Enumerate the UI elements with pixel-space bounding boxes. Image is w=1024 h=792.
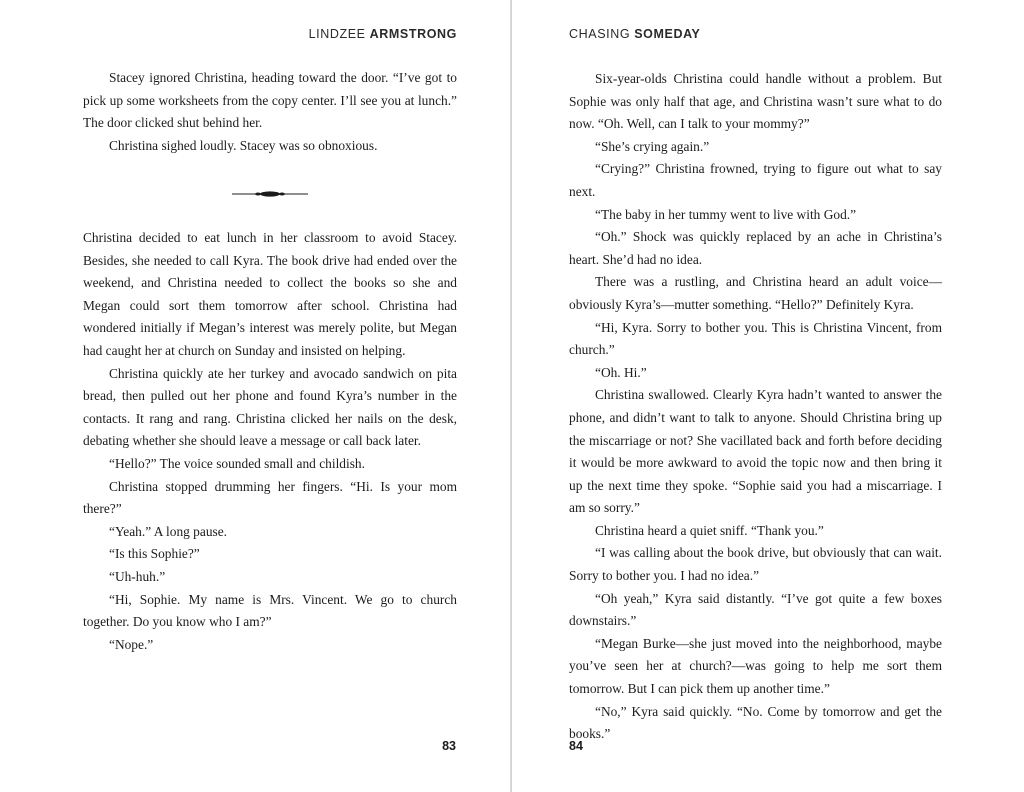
author-first-name: LINDZEE — [308, 27, 366, 41]
page-number: 84 — [569, 739, 583, 753]
paragraph: “She’s crying again.” — [595, 138, 710, 154]
paragraph: “I was calling about the book drive, but obviously that can wait. Sorry to bother you. I had no idea.” — [569, 545, 942, 584]
paragraph: Christina heard a quiet sniff. “Thank you.” — [595, 522, 824, 538]
paragraph: “Hi, Kyra. Sorry to bother you. This is Christina Vincent, from church.” — [569, 319, 942, 358]
paragraph: “Uh-huh.” — [109, 568, 166, 584]
section-break-ornament-icon — [232, 188, 308, 200]
paragraph: “Crying?” Christina frowned, trying to figure out what to say next. — [569, 161, 942, 199]
paragraph: “Hi, Sophie. My name is Mrs. Vincent. We go to church together. Do you know who I am?” — [83, 591, 457, 630]
right-text-block — [569, 68, 942, 746]
paragraph: Christina decided to eat lunch in her classroom to avoid Stacey. Besides, she needed to call Kyra. The book drive had ended over the weekend, and Christina needed to collect the books so she and Megan could sort them tomorrow after school. Christina had wondered initially if Megan’s interest was merely polite, but Megan had caught her at church on Sunday and insisted on helping. — [83, 230, 457, 358]
title-first-word: CHASING — [569, 27, 631, 41]
paragraph: Stacey ignored Christina, heading toward the door. “I’ve got to pick up some worksheets from the copy center. I’ll see you at lunch.” The door clicked shut behind her. — [83, 70, 457, 131]
left-text-block-2 — [83, 227, 457, 656]
paragraph: “No,” Kyra said quickly. “No. Come by tomorrow and get the books.” — [569, 703, 942, 742]
paragraph: “Megan Burke—she just moved into the neighborhood, maybe you’ve seen her at church?—was going to help me sort them tomorrow. But I can pick them up another time.” — [569, 635, 942, 697]
paragraph: “Yeah.” A long pause. — [109, 523, 228, 539]
paragraph: “Hello?” The voice sounded small and childish. — [109, 455, 365, 471]
paragraph: “Oh. Hi.” — [595, 364, 647, 380]
paragraph: Six-year-olds Christina could handle without a problem. But Sophie was only half that age, and Christina wasn’t sure what to do now. “Oh. Well, can I talk to your mommy?” — [569, 71, 942, 132]
author-last-name: ARMSTRONG — [369, 27, 457, 41]
title-running-head — [569, 27, 701, 41]
paragraph: Christina quickly ate her turkey and avocado sandwich on pita bread, then pulled out her phone and found Kyra’s number in the contacts. It rang and rang. Christina clicked her nails on the desk, debating whether she should leave a message or call back later. — [83, 365, 457, 449]
paragraph: “Nope.” — [109, 636, 154, 652]
paragraph: “The baby in her tummy went to live with God.” — [595, 206, 857, 222]
title-last-word: SOMEDAY — [634, 27, 701, 41]
paragraph: “Oh.” Shock was quickly replaced by an ache in Christina’s heart. She’d had no idea. — [569, 229, 942, 267]
paragraph: “Oh yeah,” Kyra said distantly. “I’ve got quite a few boxes downstairs.” — [569, 590, 942, 629]
left-text-block-1 — [83, 67, 457, 157]
page-number: 83 — [442, 739, 456, 753]
paragraph: Christina stopped drumming her fingers. “Hi. Is your mom there?” — [83, 478, 457, 517]
author-running-head — [309, 27, 457, 41]
paragraph: Christina sighed loudly. Stacey was so obnoxious. — [109, 137, 378, 153]
paragraph: There was a rustling, and Christina heard an adult voice—obviously Kyra’s—mutter something. “Hello?” Definitely Kyra. — [569, 274, 942, 312]
paragraph: Christina swallowed. Clearly Kyra hadn’t wanted to answer the phone, and didn’t want to talk to anyone. Should Christina bring up the miscarriage or not? She vacillated back and forth before deciding it would be more awkward to avoid the topic now and then bring it up the next time they spoke. “Sophie said you had a miscarriage. I am so sorry.” — [569, 387, 942, 516]
paragraph: “Is this Sophie?” — [109, 546, 200, 562]
